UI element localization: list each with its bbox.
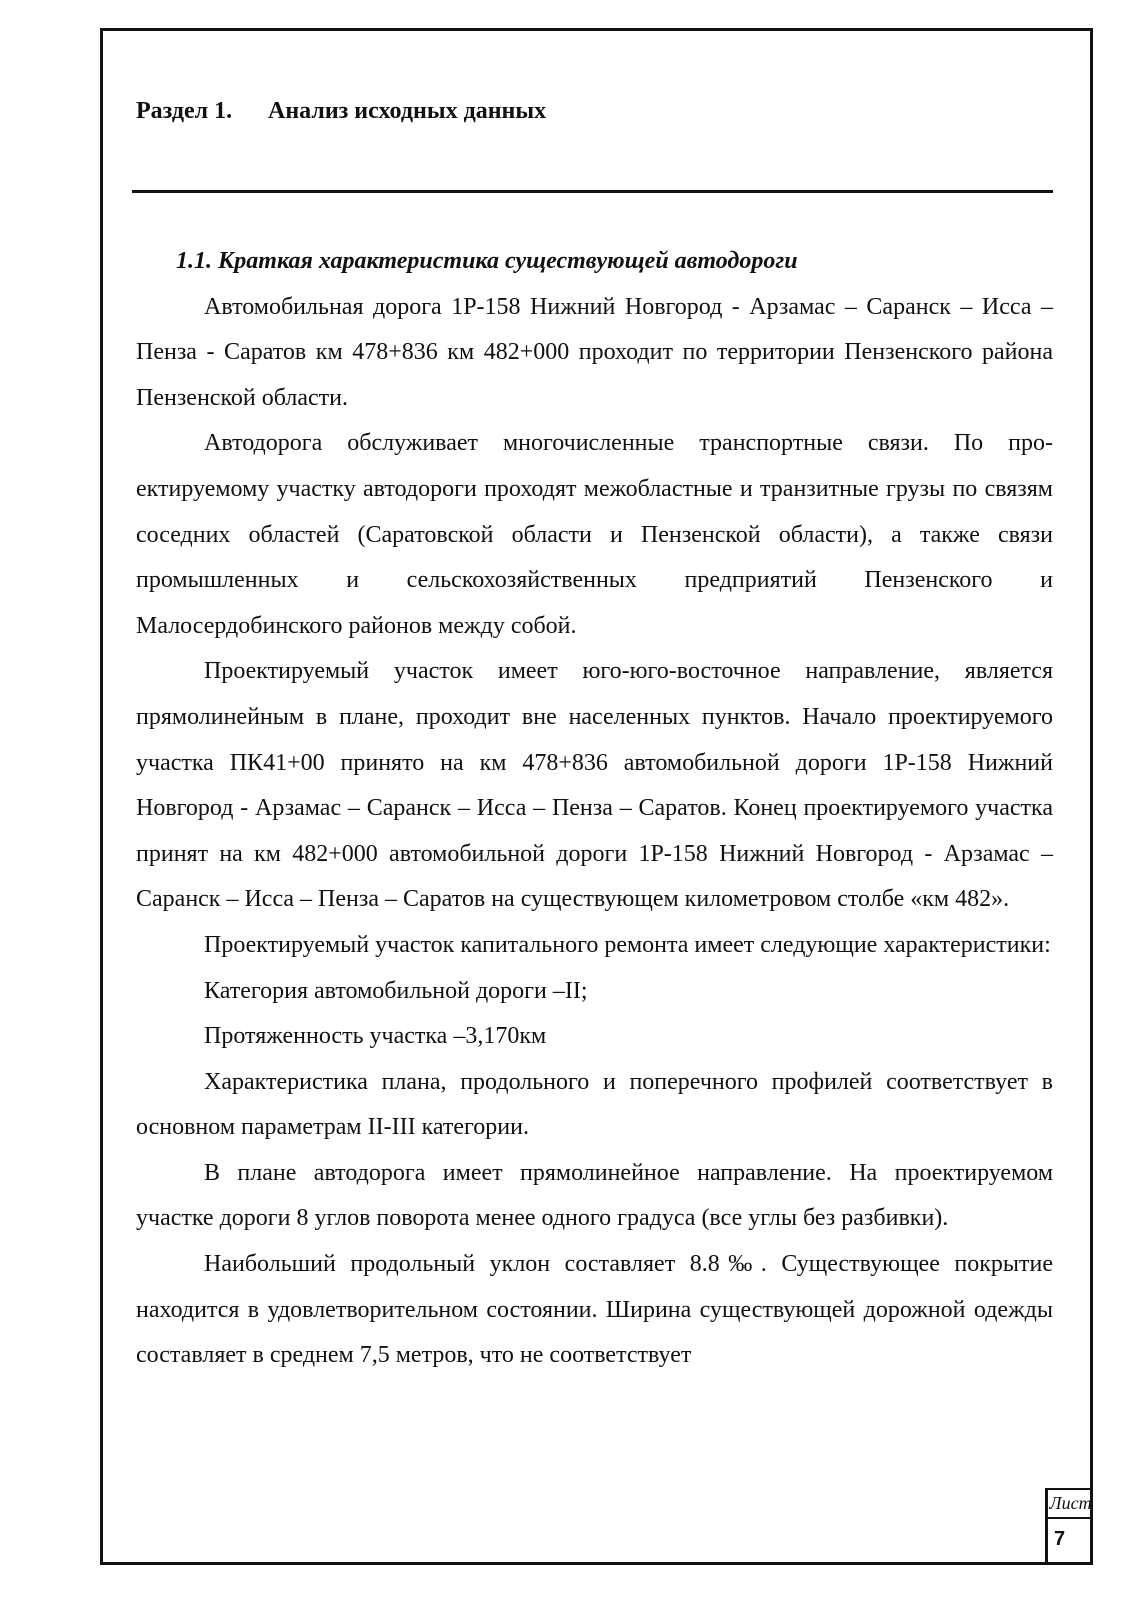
body-text bbox=[136, 239, 1053, 1379]
paragraph: Проектируемый участок капитального ремонта имеет следующие характеристики: bbox=[204, 931, 1051, 958]
section-heading bbox=[136, 96, 546, 126]
paragraph: Категория автомобильной дороги –II; bbox=[204, 977, 588, 1004]
heading-divider bbox=[132, 190, 1053, 193]
paragraph: Проектируемый участок имеет юго-юго-восточное направление, является прямолинейным в плане, проходит вне населенных пунктов. Начало проектируемого участка ПК41+00 принято на км 478+836 автомобильной дороги 1Р-158 Нижний Новгород - Арзамас – Саранск – Исса – Пенза – Саратов. Конец проектируемого участка принят на км 482+000 автомобильной дороги 1Р-158 Нижний Новгород - Арзамас – Саранск – Исса – Пенза – Саратов на существующем километровом столбе «км 482». bbox=[136, 658, 1053, 913]
sheet-number: 7 bbox=[1054, 1528, 1066, 1550]
section-title: Анализ исходных данных bbox=[268, 98, 547, 124]
paragraph: Протяженность участка –3,170км bbox=[204, 1023, 547, 1050]
paragraph: Наибольший продольный уклон составляет 8.8‰. Существующее покрытие находится в удовлетворительном состоянии. Ширина существующей дорожной одежды составляет в среднем 7,5 метров, что не соответствует bbox=[136, 1251, 1053, 1369]
sheet-stamp bbox=[1045, 1488, 1093, 1565]
paragraph: Автомобильная дорога 1Р-158 Нижний Новгород - Арзамас – Саранск – Исса – Пенза - Саратов км 478+836 км 482+000 проходит по территории Пензенского района Пензенской области. bbox=[136, 293, 1053, 411]
sheet-label: Лист bbox=[1048, 1490, 1093, 1519]
subsection-title: 1.1. Краткая характеристика существующей автодороги bbox=[176, 248, 798, 274]
paragraph: Характеристика плана, продольного и поперечного профилей соответствует в основном параметрам II-III категории. bbox=[136, 1068, 1053, 1141]
paragraph: Автодорога обслуживает многочисленные транспортные связи. По проектируемому участку автодороги проходят межобластные и транзитные грузы по связям соседних областей (Саратовской области и Пензенской области), а также связи промышленных и сельскохозяйственных предприятий Пензенского и Малосердобинского районов между собой. bbox=[136, 430, 1053, 639]
paragraph: В плане автодорога имеет прямолинейное направление. На проектируемом участке дороги 8 углов поворота менее одного градуса (все углы без разбивки). bbox=[136, 1159, 1053, 1232]
section-number: Раздел 1. bbox=[136, 98, 233, 124]
